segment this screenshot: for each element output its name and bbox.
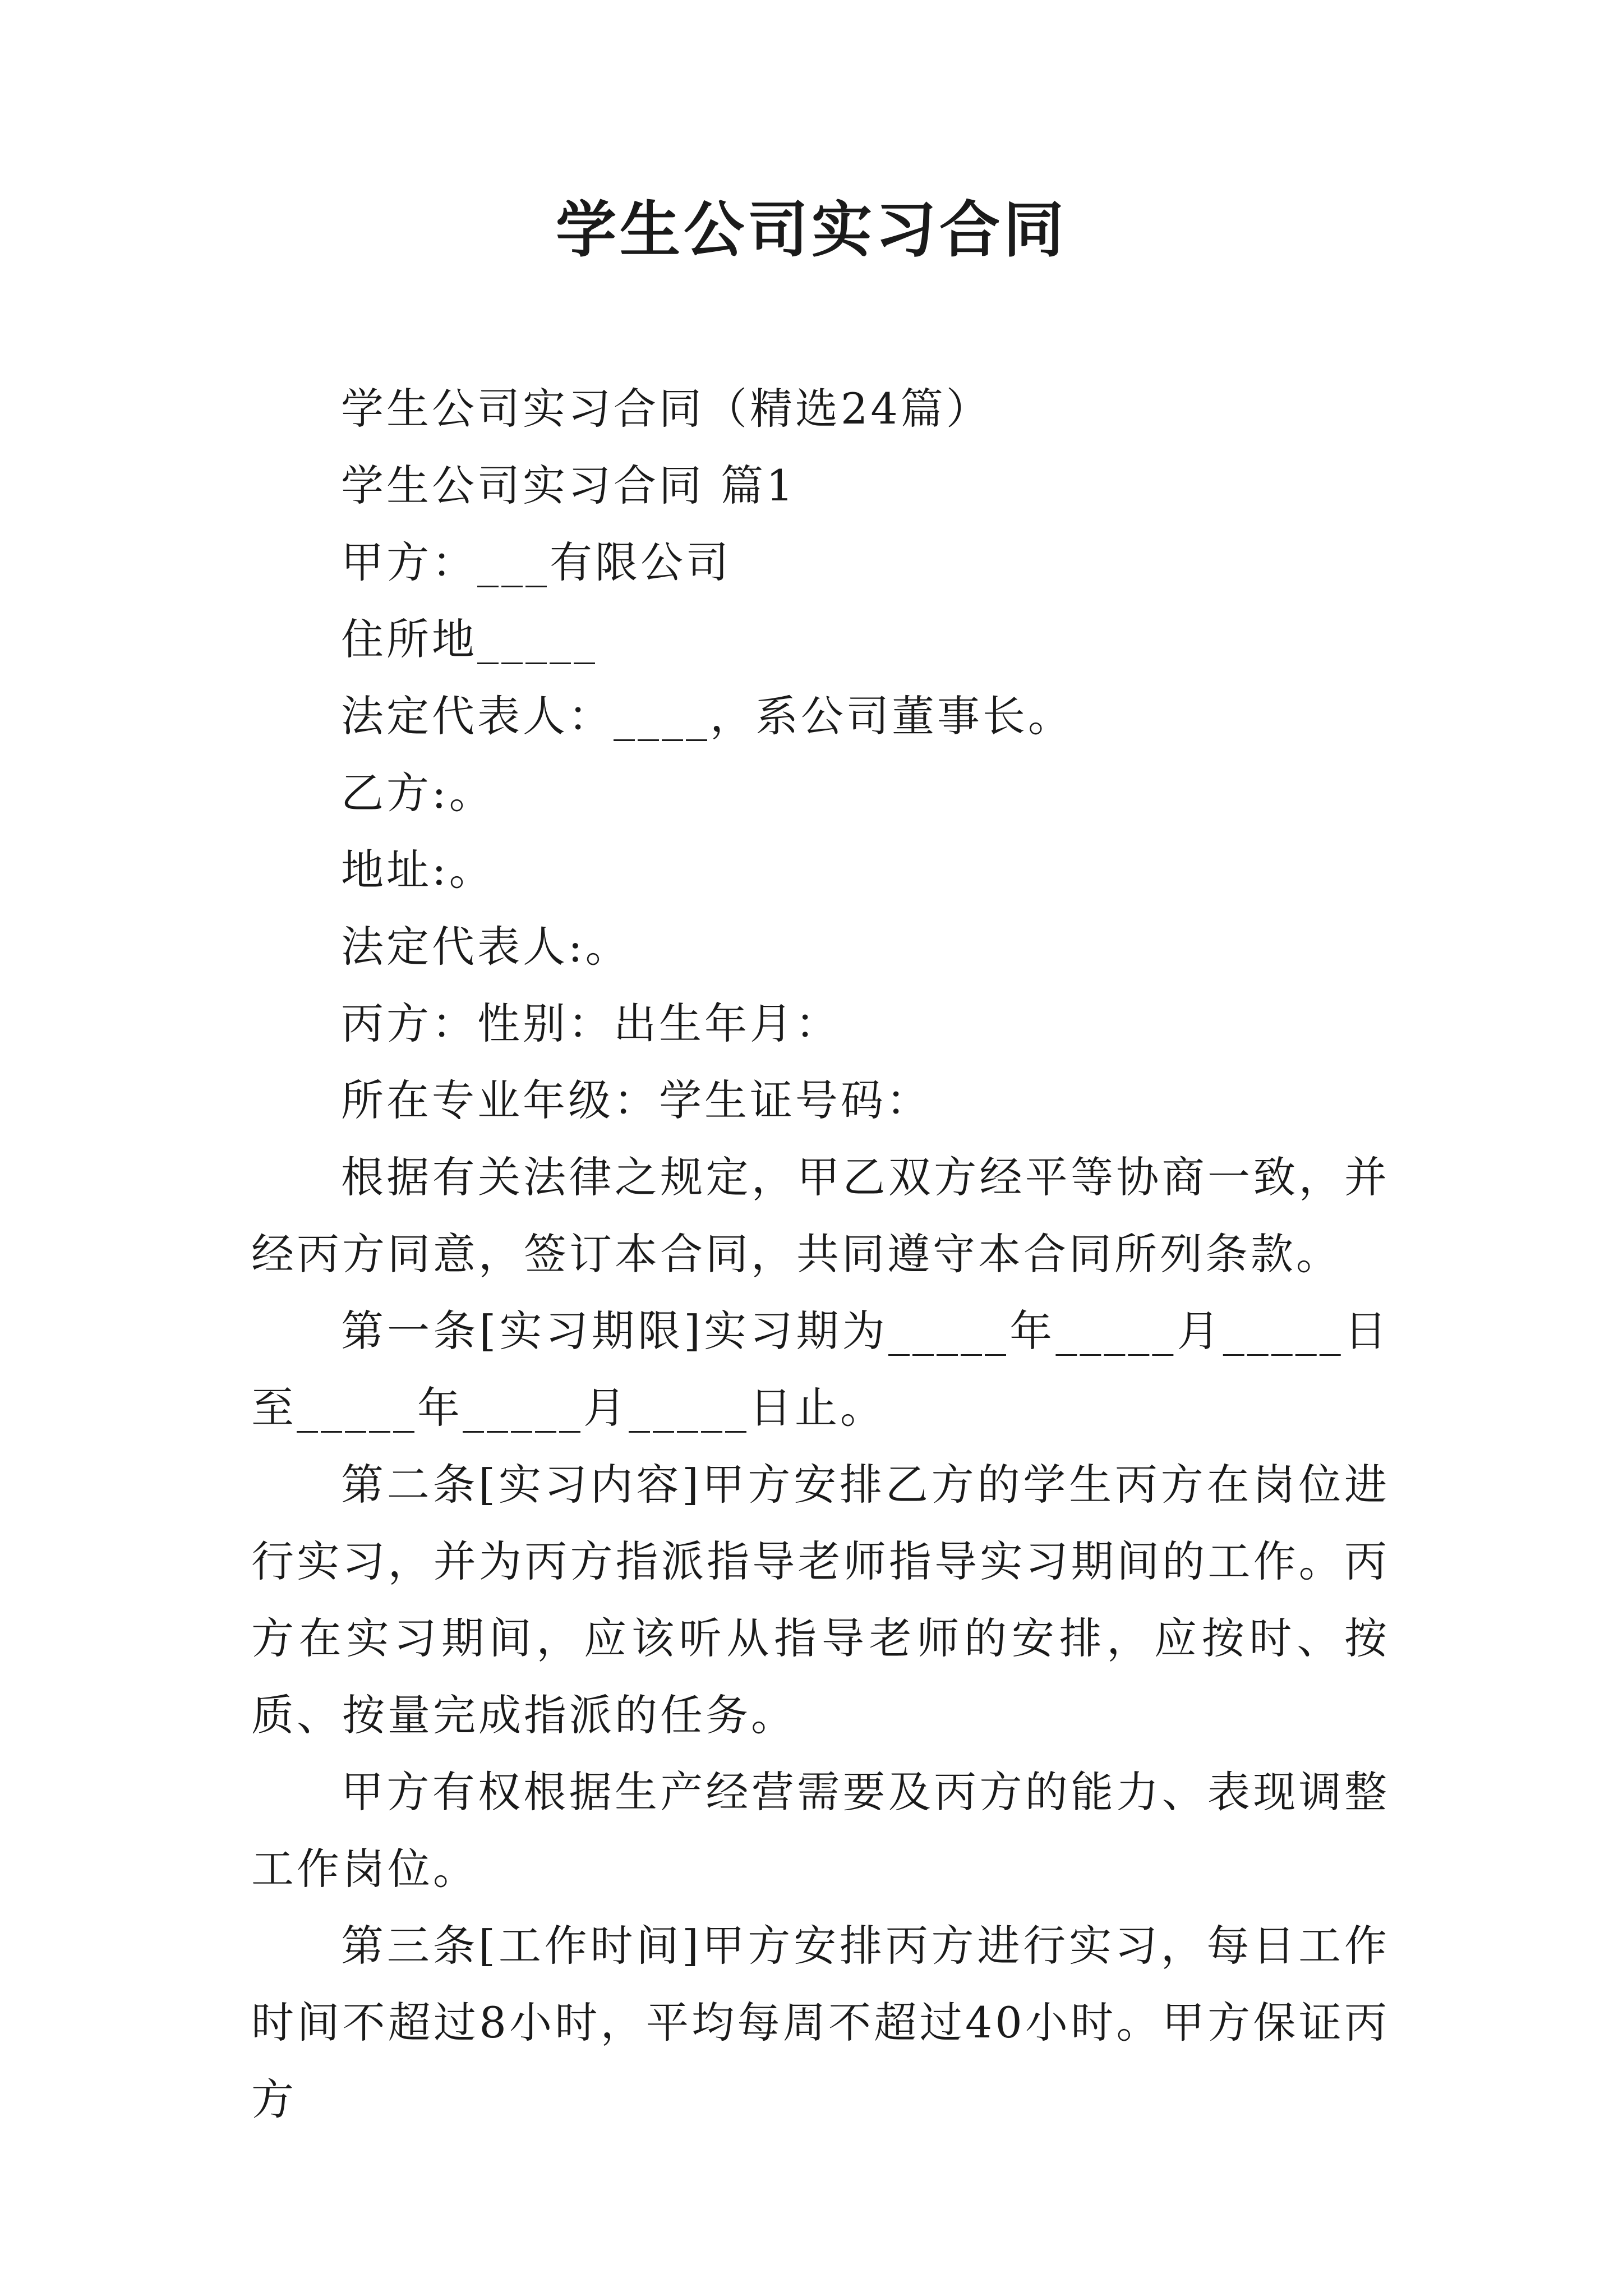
paragraph: 法定代表人:。 (341, 922, 631, 972)
paragraph: 甲方：___有限公司 (341, 537, 731, 587)
paragraph: 第三条[工作时间]甲方安排丙方进行实习，每日工作时间不超过8小时，平均每周不超过40小时。甲方保证丙方 (251, 1921, 1390, 2124)
paragraph: 所在专业年级：学生证号码： (341, 1075, 932, 1125)
paragraph: 丙方：性别：出生年月： (341, 999, 841, 1048)
paragraph: 学生公司实习合同 篇1 (341, 461, 796, 510)
paragraph: 法定代表人：____，系公司董事长。 (341, 691, 1073, 741)
paragraph: 乙方:。 (341, 768, 495, 818)
paragraph: 学生公司实习合同（精选24篇） (341, 384, 992, 434)
paragraph: 根据有关法律之规定，甲乙双方经平等协商一致，并经丙方同意，签订本合同，共同遵守本合同所列条款。 (251, 1152, 1390, 1279)
paragraph: 第二条[实习内容]甲方安排乙方的学生丙方在岗位进行实习，并为丙方指派指导老师指导实习期间的工作。丙方在实习期间，应该听从指导老师的安排，应按时、按质、按量完成指派的任务。 (251, 1460, 1390, 1740)
paragraph: 住所地_____ (341, 614, 598, 664)
document-title: 学生公司实习合同 (555, 195, 1067, 265)
document-body (251, 370, 1390, 2138)
paragraph: 第一条[实习期限]实习期为_____年_____月_____日至_____年_____月_____日止。 (251, 1306, 1390, 1433)
paragraph: 地址:。 (341, 845, 495, 895)
paragraph: 甲方有权根据生产经营需要及丙方的能力、表现调整工作岗位。 (251, 1767, 1390, 1894)
